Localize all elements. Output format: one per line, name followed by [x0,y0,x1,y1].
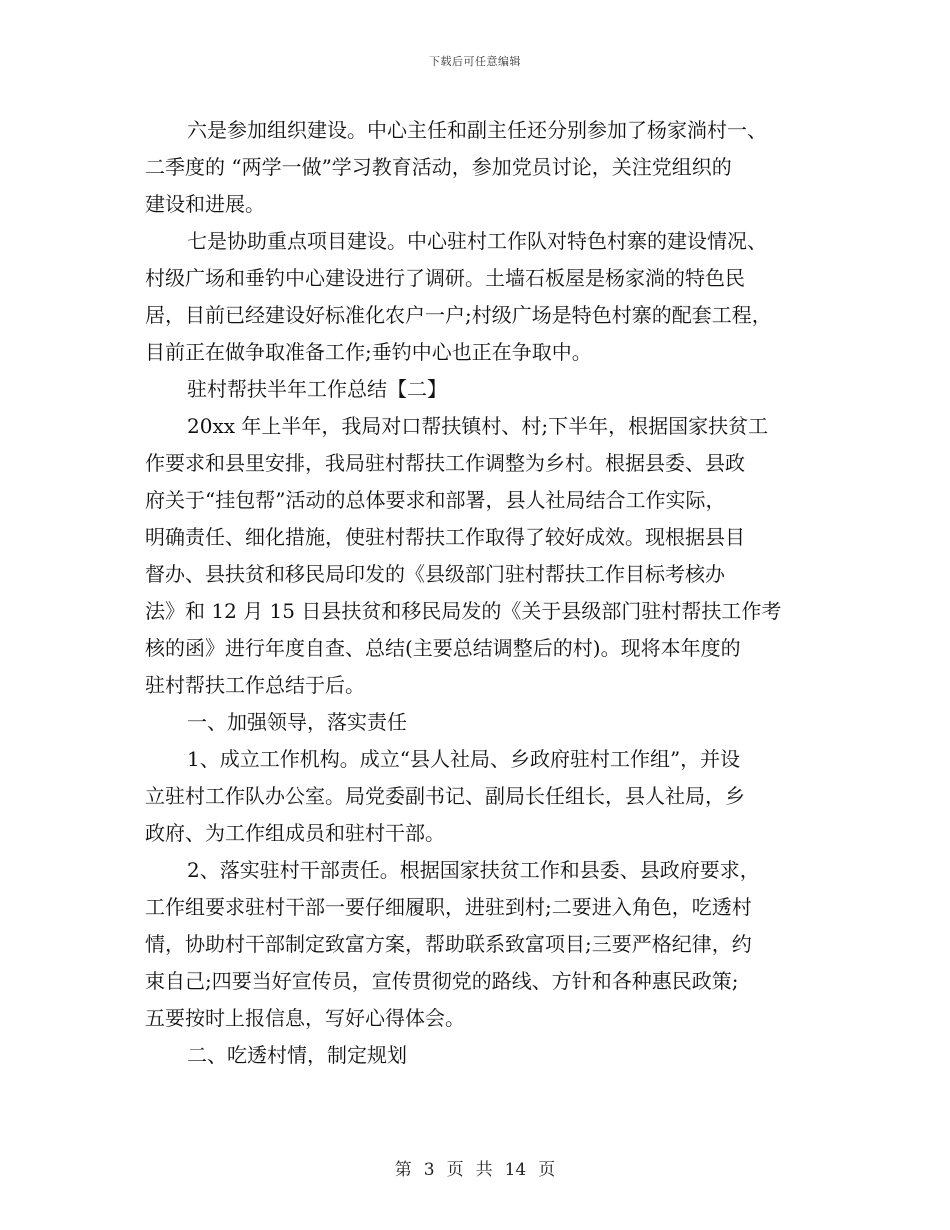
footer-total-pages: 14 [504,1160,527,1180]
paragraph-line: 村级广场和垂钓中心建设进行了调研。土墙石板屋是杨家淌的特色民 [145,266,745,290]
footer-page-unit: 页 [446,1160,464,1180]
paragraph-line: 驻村帮扶工作总结于后。 [145,673,365,697]
paragraph-line: 六是参加组织建设。中心主任和副主任还分别参加了杨家淌村一、 [187,118,767,142]
paragraph-line: 立驻村工作队办公室。局党委副书记、副局长任组长，县人社局，乡 [145,784,745,808]
paragraph-line: 居，目前已经建设好标准化农户一户;村级广场是特色村寨的配套工程， [145,303,772,327]
paragraph-line: 1、成立工作机构。成立“县人社局、乡政府驻村工作组”，并设 [187,747,741,771]
document-body [145,112,815,1074]
page-footer [0,1155,950,1180]
section-heading: 一、加强领导，落实责任 [187,710,407,734]
paragraph-line: 政府、为工作组成员和驻村干部。 [145,821,445,845]
section-heading: 二、吃透村情，制定规划 [187,1043,407,1067]
paragraph-line: 五要按时上报信息，写好心得体会。 [145,1006,465,1030]
paragraph-line: 束自己;四要当好宣传员，宣传贯彻党的路线、方针和各种惠民政策; [145,969,739,993]
paragraph-line: 法》和 12 月 15 日县扶贫和移民局发的《关于县级部门驻村帮扶工作考 [145,599,782,623]
paragraph-line: 工作组要求驻村干部一要仔细履职，进驻到村;二要进入角色，吃透村 [145,895,752,919]
paragraph-line: 20xx 年上半年，我局对口帮扶镇村、村;下半年，根据国家扶贫工 [187,414,769,438]
paragraph-line: 情，协助村干部制定致富方案，帮助联系致富项目;三要严格纪律，约 [145,932,752,956]
footer-total-unit: 页 [538,1160,556,1180]
paragraph-line: 七是协助重点项目建设。中心驻村工作队对特色村寨的建设情况、 [187,229,767,253]
paragraph-line: 督办、县扶贫和移民局印发的《县级部门驻村帮扶工作目标考核办 [145,562,725,586]
paragraph-line: 2、落实驻村干部责任。根据国家扶贫工作和县委、县政府要求， [187,858,760,882]
section-heading: 驻村帮扶半年工作总结【二】 [187,377,447,401]
footer-page-word: 第 [394,1160,412,1180]
paragraph-line: 明确责任、细化措施，使驻村帮扶工作取得了较好成效。现根据县目 [145,525,745,549]
paragraph-line: 作要求和县里安排，我局驻村帮扶工作调整为乡村。根据县委、县政 [145,451,745,475]
footer-current-page: 3 [423,1160,435,1180]
paragraph-line: 核的函》进行年度自查、总结(主要总结调整后的村)。现将本年度的 [145,636,741,660]
paragraph-line: 二季度的 “两学一做”学习教育活动，参加党员讨论，关注党组织的 [145,155,732,179]
paragraph-line: 府关于“挂包帮”活动的总体要求和部署，县人社局结合工作实际， [145,488,726,512]
page-header-note: 下载后可任意编辑 [429,55,521,68]
paragraph-line: 建设和进展。 [145,192,265,216]
footer-total-word: 共 [475,1160,493,1180]
paragraph-line: 目前正在做争取准备工作;垂钓中心也正在争取中。 [145,340,592,364]
